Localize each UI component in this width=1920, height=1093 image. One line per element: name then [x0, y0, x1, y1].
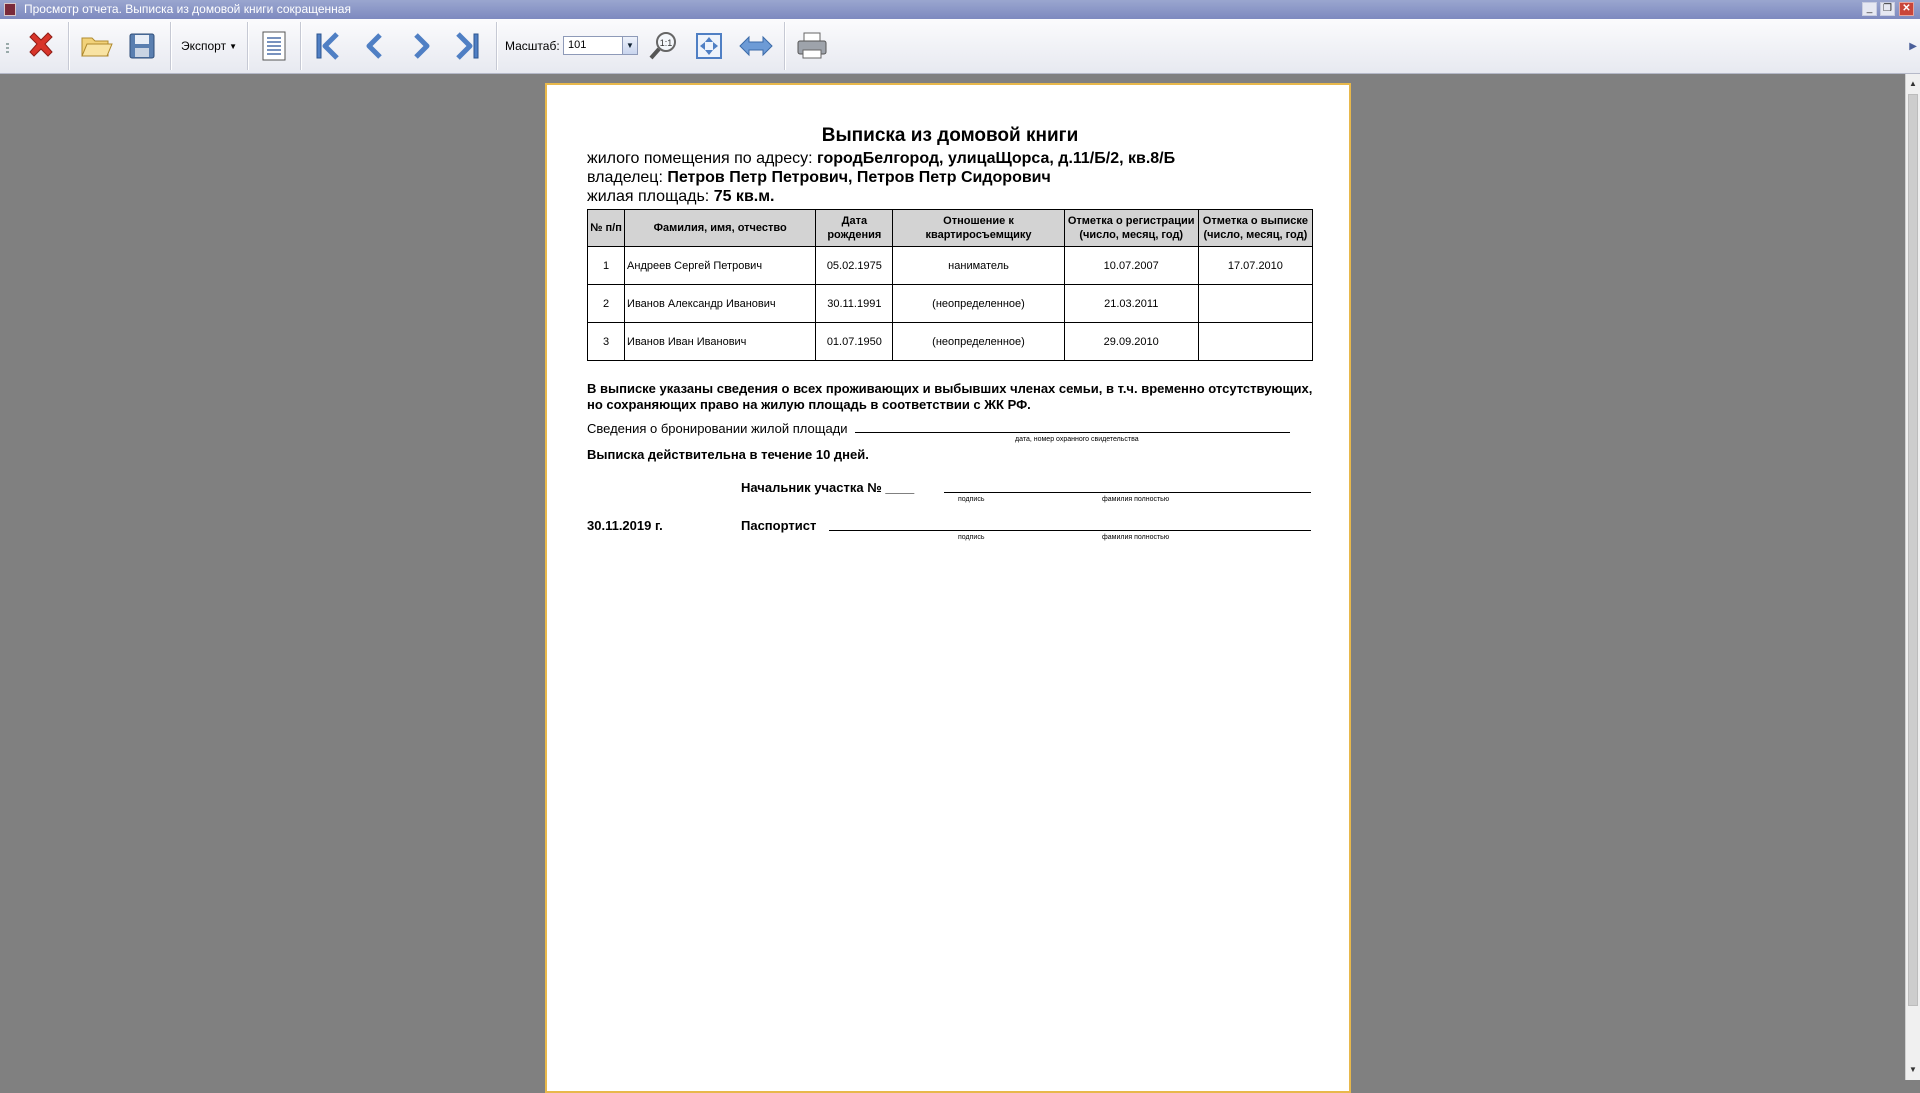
- cell-registration: 29.09.2010: [1064, 323, 1198, 361]
- close-report-button[interactable]: [20, 25, 62, 67]
- family-note: В выписке указаны сведения о всех проживающих и выбывших членах семьи, в т.ч. временно отсутствующих, но сохраняющих право на жилую площадь в соответствии с ЖК РФ.: [587, 381, 1313, 412]
- zoom-dropdown-arrow-icon[interactable]: ▼: [622, 37, 637, 54]
- cell-fio: Иванов Иван Иванович: [625, 323, 816, 361]
- reservation-underline: [855, 422, 1290, 433]
- cell-relation: наниматель: [893, 247, 1064, 285]
- owner-value: Петров Петр Петрович, Петров Петр Сидорович: [667, 169, 1051, 186]
- close-report-icon: [24, 29, 58, 63]
- fit-page-button[interactable]: [689, 25, 729, 67]
- passport-sign-underline: [829, 520, 1311, 531]
- app-icon: [4, 3, 16, 16]
- cell-birth: 01.07.1950: [816, 323, 893, 361]
- scroll-thumb[interactable]: [1908, 94, 1918, 1006]
- validity-text: Выписка действительна в течение 10 дней.: [587, 447, 869, 462]
- toolbar-separator: [784, 22, 785, 70]
- col-header-fio: Фамилия, имя, отчество: [625, 210, 816, 247]
- toolbar-grip[interactable]: [6, 43, 9, 53]
- toolbar-separator: [247, 22, 248, 70]
- toolbar-separator: [68, 22, 69, 70]
- cell-relation: (неопределенное): [893, 285, 1064, 323]
- close-window-button[interactable]: ✕: [1899, 2, 1914, 16]
- next-page-icon: [404, 29, 438, 63]
- toolbar-separator: [300, 22, 301, 70]
- passport-officer-label: Паспортист: [741, 518, 817, 533]
- cell-num: 1: [588, 247, 625, 285]
- col-header-registration: Отметка о регистрации (число, месяц, год): [1064, 210, 1198, 247]
- address-line: [587, 149, 1313, 168]
- page-setup-button[interactable]: [253, 25, 295, 67]
- table-row: [588, 247, 1313, 285]
- zoom-actual-size-icon: [646, 29, 680, 63]
- prev-page-icon: [358, 29, 392, 63]
- area-label: жилая площадь:: [587, 188, 714, 205]
- table-row: [588, 323, 1313, 361]
- vertical-scrollbar[interactable]: [1905, 74, 1920, 1080]
- scroll-up-icon[interactable]: ▲: [1909, 79, 1917, 88]
- cell-num: 3: [588, 323, 625, 361]
- passport-sign-row: [587, 518, 1313, 556]
- fit-page-icon: [693, 30, 725, 62]
- next-page-button[interactable]: [400, 25, 442, 67]
- cell-deregistration: [1198, 285, 1312, 323]
- export-label: Экспорт: [180, 39, 227, 53]
- cell-registration: 10.07.2007: [1064, 247, 1198, 285]
- export-dropdown-button[interactable]: [176, 25, 242, 67]
- address-label: жилого помещения по адресу:: [587, 150, 818, 167]
- toolbar-separator: [170, 22, 171, 70]
- toolbar-separator: [496, 22, 497, 70]
- report-date: 30.11.2019 г.: [587, 518, 663, 533]
- col-header-birth: Дата рождения: [816, 210, 893, 247]
- page-setup-icon: [259, 30, 289, 62]
- toolbar: [0, 19, 1920, 74]
- col-header-num: № п/п: [588, 210, 625, 247]
- save-button[interactable]: [121, 25, 163, 67]
- chief-sign-caption: подпись: [958, 496, 985, 503]
- svg-text:1:1: 1:1: [659, 38, 673, 48]
- window-title: Просмотр отчета. Выписка из домовой книги сокращенная: [24, 2, 351, 16]
- first-page-icon: [311, 29, 345, 63]
- report-page: [545, 83, 1351, 1093]
- passport-sign-caption: подпись: [958, 534, 985, 541]
- last-page-button[interactable]: [446, 25, 488, 67]
- minimize-button[interactable]: _: [1862, 2, 1877, 16]
- report-title: Выписка из домовой книги: [821, 125, 1079, 146]
- chief-sign-underline: [944, 482, 1311, 493]
- print-button[interactable]: [791, 25, 833, 67]
- open-button[interactable]: [75, 25, 117, 67]
- prev-page-button[interactable]: [354, 25, 396, 67]
- cell-fio: Андреев Сергей Петрович: [625, 247, 816, 285]
- reservation-line: [587, 421, 1313, 451]
- first-page-button[interactable]: [307, 25, 349, 67]
- reservation-caption: дата, номер охранного свидетельства: [1015, 436, 1139, 443]
- cell-fio: Иванов Александр Иванович: [625, 285, 816, 323]
- title-bar: [0, 0, 1920, 19]
- chief-sign-row: [587, 480, 1313, 518]
- cell-birth: 05.02.1975: [816, 247, 893, 285]
- cell-relation: (неопределенное): [893, 323, 1064, 361]
- report-document: [587, 125, 1313, 556]
- zoom-label: Масштаб:: [505, 39, 560, 53]
- restore-button[interactable]: ❐: [1880, 2, 1895, 16]
- scroll-down-icon[interactable]: ▼: [1909, 1065, 1917, 1074]
- residents-table: [587, 209, 1313, 361]
- cell-birth: 30.11.1991: [816, 285, 893, 323]
- col-header-relation: Отношение к квартиросъемщику: [893, 210, 1064, 247]
- chief-name-caption: фамилия полностью: [1102, 496, 1170, 503]
- fit-width-button[interactable]: [735, 25, 777, 67]
- owner-label: владелец:: [587, 169, 668, 186]
- col-header-deregistration: Отметка о выписке (число, месяц, год): [1198, 210, 1312, 247]
- save-disk-icon: [127, 31, 157, 61]
- table-header-row: [588, 210, 1313, 247]
- area-line: [587, 187, 1313, 206]
- area-value: 75 кв.м.: [713, 188, 775, 205]
- passport-name-caption: фамилия полностью: [1102, 534, 1170, 541]
- toolbar-overflow-icon[interactable]: ▶: [1909, 41, 1917, 52]
- chief-label: Начальник участка № ____: [741, 480, 915, 495]
- owner-line: [587, 168, 1313, 187]
- print-icon: [795, 30, 829, 62]
- last-page-icon: [450, 29, 484, 63]
- cell-deregistration: 17.07.2010: [1198, 247, 1312, 285]
- open-folder-icon: [79, 29, 113, 63]
- cell-deregistration: [1198, 323, 1312, 361]
- table-row: [588, 285, 1313, 323]
- fit-width-icon: [738, 31, 774, 61]
- chevron-down-icon: ▼: [229, 41, 237, 51]
- address-value: городБелгород, улицаЩорса, д.11/Б/2, кв.8/Б: [817, 150, 1176, 167]
- zoom-value: 101: [568, 39, 587, 51]
- cell-num: 2: [588, 285, 625, 323]
- zoom-combobox[interactable]: [563, 36, 638, 55]
- zoom-actual-size-button[interactable]: [643, 25, 683, 67]
- reservation-label: Сведения о бронировании жилой площади: [587, 421, 848, 436]
- cell-registration: 21.03.2011: [1064, 285, 1198, 323]
